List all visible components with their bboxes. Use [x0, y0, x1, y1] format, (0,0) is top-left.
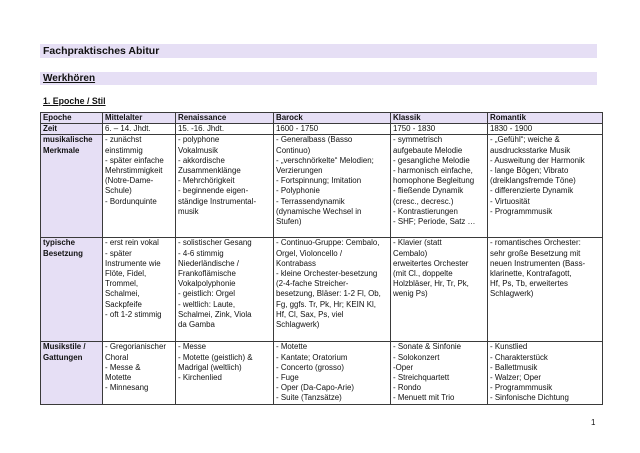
header-cell: Barock — [274, 113, 391, 124]
cell-line: - Rondo — [393, 383, 422, 393]
cell-line: - Ballettmusik — [490, 362, 538, 372]
cell-line: Stufen) — [276, 217, 302, 227]
cell-line: Sackpfeife — [105, 299, 142, 309]
cell-line: - romantisches Orchester: — [490, 238, 581, 248]
section-heading: Werkhören — [43, 73, 96, 84]
cell-line: - Kontrastierungen — [393, 206, 458, 216]
cell-line: - später einfache — [105, 155, 164, 165]
cell-line: -Oper — [393, 362, 414, 372]
cell-line: Holzbläser, Hr, Tr, Pk, — [393, 279, 469, 289]
cell-line: musik — [178, 206, 199, 216]
subsection-heading: 1. Epoche / Stil — [43, 96, 106, 106]
row-header-cell: musikalische Merkmale — [41, 135, 103, 238]
cell-line: 1830 - 1900 — [490, 124, 533, 134]
cell-line: Vokalpolyphonie — [178, 279, 236, 289]
cell-line: - Fuge — [276, 373, 299, 383]
table-cell — [103, 124, 176, 135]
cell-line: 15. -16. Jhdt. — [178, 124, 225, 134]
cell-line: - 4-6 stimmig — [178, 248, 224, 258]
cell-line: ständige Instrumental- — [178, 196, 257, 206]
cell-line: da Gamba — [178, 320, 215, 330]
header-cell: Mittelalter — [103, 113, 176, 124]
cell-line: - „verschnörkelte“ Melodien; — [276, 155, 374, 165]
cell-line: - Sinfonische Dichtung — [490, 393, 569, 403]
table-cell — [103, 342, 176, 405]
cell-line: - Ausweitung der Harmonik — [490, 155, 585, 165]
cell-line: - weltlich: Laute, — [178, 299, 236, 309]
cell-line: - solistischer Gesang — [178, 238, 252, 248]
cell-line: - Walzer; Oper — [490, 373, 542, 383]
cell-line: - Concerto (grosso) — [276, 362, 344, 372]
table-cell — [176, 238, 274, 342]
header-cell: Renaissance — [176, 113, 274, 124]
cell-line: - Charakterstück — [490, 352, 548, 362]
row-header-cell: Musikstile / Gattungen — [41, 342, 103, 405]
cell-line: Madrigal (weltlich) — [178, 362, 242, 372]
header-cell: Epoche — [41, 113, 103, 124]
cell-line: Frankoflämische — [178, 269, 236, 279]
table-cell — [391, 135, 488, 238]
cell-line: Instrumente wie — [105, 258, 161, 268]
cell-line: wenig Ps) — [393, 289, 428, 299]
table-cell — [274, 124, 391, 135]
cell-line: - fließende Dynamik — [393, 186, 464, 196]
cell-line: - Motette — [276, 342, 308, 352]
cell-line: - lange Bögen; Vibrato — [490, 166, 569, 176]
table-cell — [176, 135, 274, 238]
cell-line: 1750 - 1830 — [393, 124, 436, 134]
cell-line: erweitertes Orchester — [393, 258, 469, 268]
cell-line: - beginnende eigen- — [178, 186, 249, 196]
cell-line: (2-4-fache Streicher- — [276, 279, 349, 289]
cell-line: Kontrabass — [276, 258, 316, 268]
table-row — [41, 135, 603, 238]
cell-line: - Virtuosität — [490, 196, 530, 206]
table-cell — [103, 135, 176, 238]
cell-line: - gesangliche Melodie — [393, 155, 470, 165]
cell-line: - Kirchenlied — [178, 373, 222, 383]
cell-line: aufgebaute Melodie — [393, 145, 463, 155]
cell-line: klarinette, Kontrafagott, — [490, 269, 572, 279]
cell-line: Choral — [105, 352, 129, 362]
cell-line: - Generalbass (Basso — [276, 135, 353, 145]
cell-line: - Kantate; Oratorium — [276, 352, 348, 362]
row-header-cell: typische Besetzung — [41, 238, 103, 342]
cell-line: - Fortspinnung; Imitation — [276, 176, 362, 186]
cell-line: - harmonisch einfache, — [393, 166, 473, 176]
page-number: 1 — [591, 418, 596, 427]
cell-line: Schlagwerk) — [490, 289, 534, 299]
cell-line: Mehrstimmigkeit — [105, 166, 163, 176]
cell-line: - Programmmusik — [490, 383, 553, 393]
cell-line: (Notre-Dame- — [105, 176, 154, 186]
cell-line: (cresc., decresc.) — [393, 196, 454, 206]
table-cell — [488, 135, 603, 238]
cell-line: - SHF; Periode, Satz … — [393, 217, 476, 227]
cell-line: Hf, Ps, Tb, erweitertes — [490, 279, 568, 289]
table-cell — [391, 124, 488, 135]
table-cell — [488, 238, 603, 342]
cell-line: Verzierungen — [276, 166, 323, 176]
page-title: Fachpraktisches Abitur — [43, 45, 160, 57]
table-cell — [274, 135, 391, 238]
table-cell — [391, 342, 488, 405]
cell-line: (dreiklangsfremde Töne) — [490, 176, 576, 186]
cell-line: - Messe & — [105, 362, 141, 372]
cell-line: Niederländische / — [178, 258, 239, 268]
table-cell — [488, 124, 603, 135]
cell-line: Zusammenklänge — [178, 166, 241, 176]
cell-line: Vokalmusik — [178, 145, 218, 155]
cell-line: Schalmei, Zink, Viola — [178, 309, 252, 319]
table-cell — [274, 238, 391, 342]
table-row — [41, 124, 603, 135]
section-band — [40, 72, 597, 85]
cell-line: Flöte, Fidel, — [105, 269, 147, 279]
cell-line: - „Gefühl“; weiche & — [490, 135, 560, 145]
cell-line: - erst rein vokal — [105, 238, 159, 248]
cell-line: (mit Cl., doppelte — [393, 269, 453, 279]
cell-line: - kleine Orchester-besetzung — [276, 269, 378, 279]
table-row — [41, 342, 603, 405]
table-cell — [391, 238, 488, 342]
row-header-cell: Zeit — [41, 124, 103, 135]
table-row — [41, 238, 603, 342]
cell-line: Trommel, — [105, 279, 139, 289]
cell-line: - später — [105, 248, 132, 258]
cell-line: neuen Instrumenten (Bass- — [490, 258, 586, 268]
cell-line: - Streichquartett — [393, 373, 450, 383]
cell-line: Continuo) — [276, 145, 311, 155]
cell-line: ausdrucksstarke Musik — [490, 145, 571, 155]
cell-line: Motette — [105, 373, 132, 383]
cell-line: 1600 - 1750 — [276, 124, 319, 134]
cell-line: - geistlich: Orgel — [178, 289, 236, 299]
cell-line: Fg, ggfs. Tr, Pk, Hr; KEIN Kl, — [276, 299, 376, 309]
cell-line: - Suite (Tanzsätze) — [276, 393, 342, 403]
cell-line: - differenzierte Dynamik — [490, 186, 574, 196]
table-cell — [103, 238, 176, 342]
cell-line: homophone Begleitung — [393, 176, 475, 186]
cell-line: - symmetrisch — [393, 135, 443, 145]
cell-line: - Solokonzert — [393, 352, 440, 362]
cell-line: - Gregorianischer — [105, 342, 166, 352]
cell-line: Orgel, Violoncello / — [276, 248, 343, 258]
table-cell — [488, 342, 603, 405]
header-cell: Klassik — [391, 113, 488, 124]
cell-line: - Oper (Da-Capo-Arie) — [276, 383, 355, 393]
cell-line: - oft 1-2 stimmig — [105, 309, 162, 319]
title-band — [40, 44, 597, 58]
cell-line: - Motette (geistlich) & — [178, 352, 253, 362]
cell-line: - Mehrchörigkeit — [178, 176, 235, 186]
cell-line: - akkordische — [178, 155, 225, 165]
epochs-table — [40, 112, 603, 405]
table-cell — [176, 124, 274, 135]
cell-line: sehr große Besetzung mit — [490, 248, 581, 258]
cell-line: - zunächst — [105, 135, 142, 145]
cell-line: - Bordunquinte — [105, 196, 157, 206]
cell-line: Schalmei, — [105, 289, 140, 299]
cell-line: - Polyphonie — [276, 186, 320, 196]
cell-line: - Programmmusik — [490, 206, 553, 216]
cell-line: besetzung, Bläser: 1-2 Fl, Ob, — [276, 289, 381, 299]
cell-line: - Sonate & Sinfonie — [393, 342, 461, 352]
cell-line: - Menuett mit Trio — [393, 393, 455, 403]
cell-line: 6. – 14. Jhdt. — [105, 124, 151, 134]
table-cell — [176, 342, 274, 405]
cell-line: (dynamische Wechsel in — [276, 206, 362, 216]
table-header-row — [41, 113, 603, 124]
cell-line: Schlagwerk) — [276, 320, 320, 330]
cell-line: - Kunstlied — [490, 342, 528, 352]
cell-line: einstimmig — [105, 145, 143, 155]
cell-line: - polyphone — [178, 135, 220, 145]
cell-line: - Terrassendynamik — [276, 196, 345, 206]
table-cell — [274, 342, 391, 405]
cell-line: Cembalo) — [393, 248, 428, 258]
cell-line: Hf, Cl, Sax, Ps, viel — [276, 309, 344, 319]
header-cell: Romantik — [488, 113, 603, 124]
cell-line: - Klavier (statt — [393, 238, 442, 248]
cell-line: - Messe — [178, 342, 207, 352]
cell-line: - Continuo-Gruppe: Cembalo, — [276, 238, 380, 248]
cell-line: - Minnesang — [105, 383, 149, 393]
cell-line: Schule) — [105, 186, 132, 196]
